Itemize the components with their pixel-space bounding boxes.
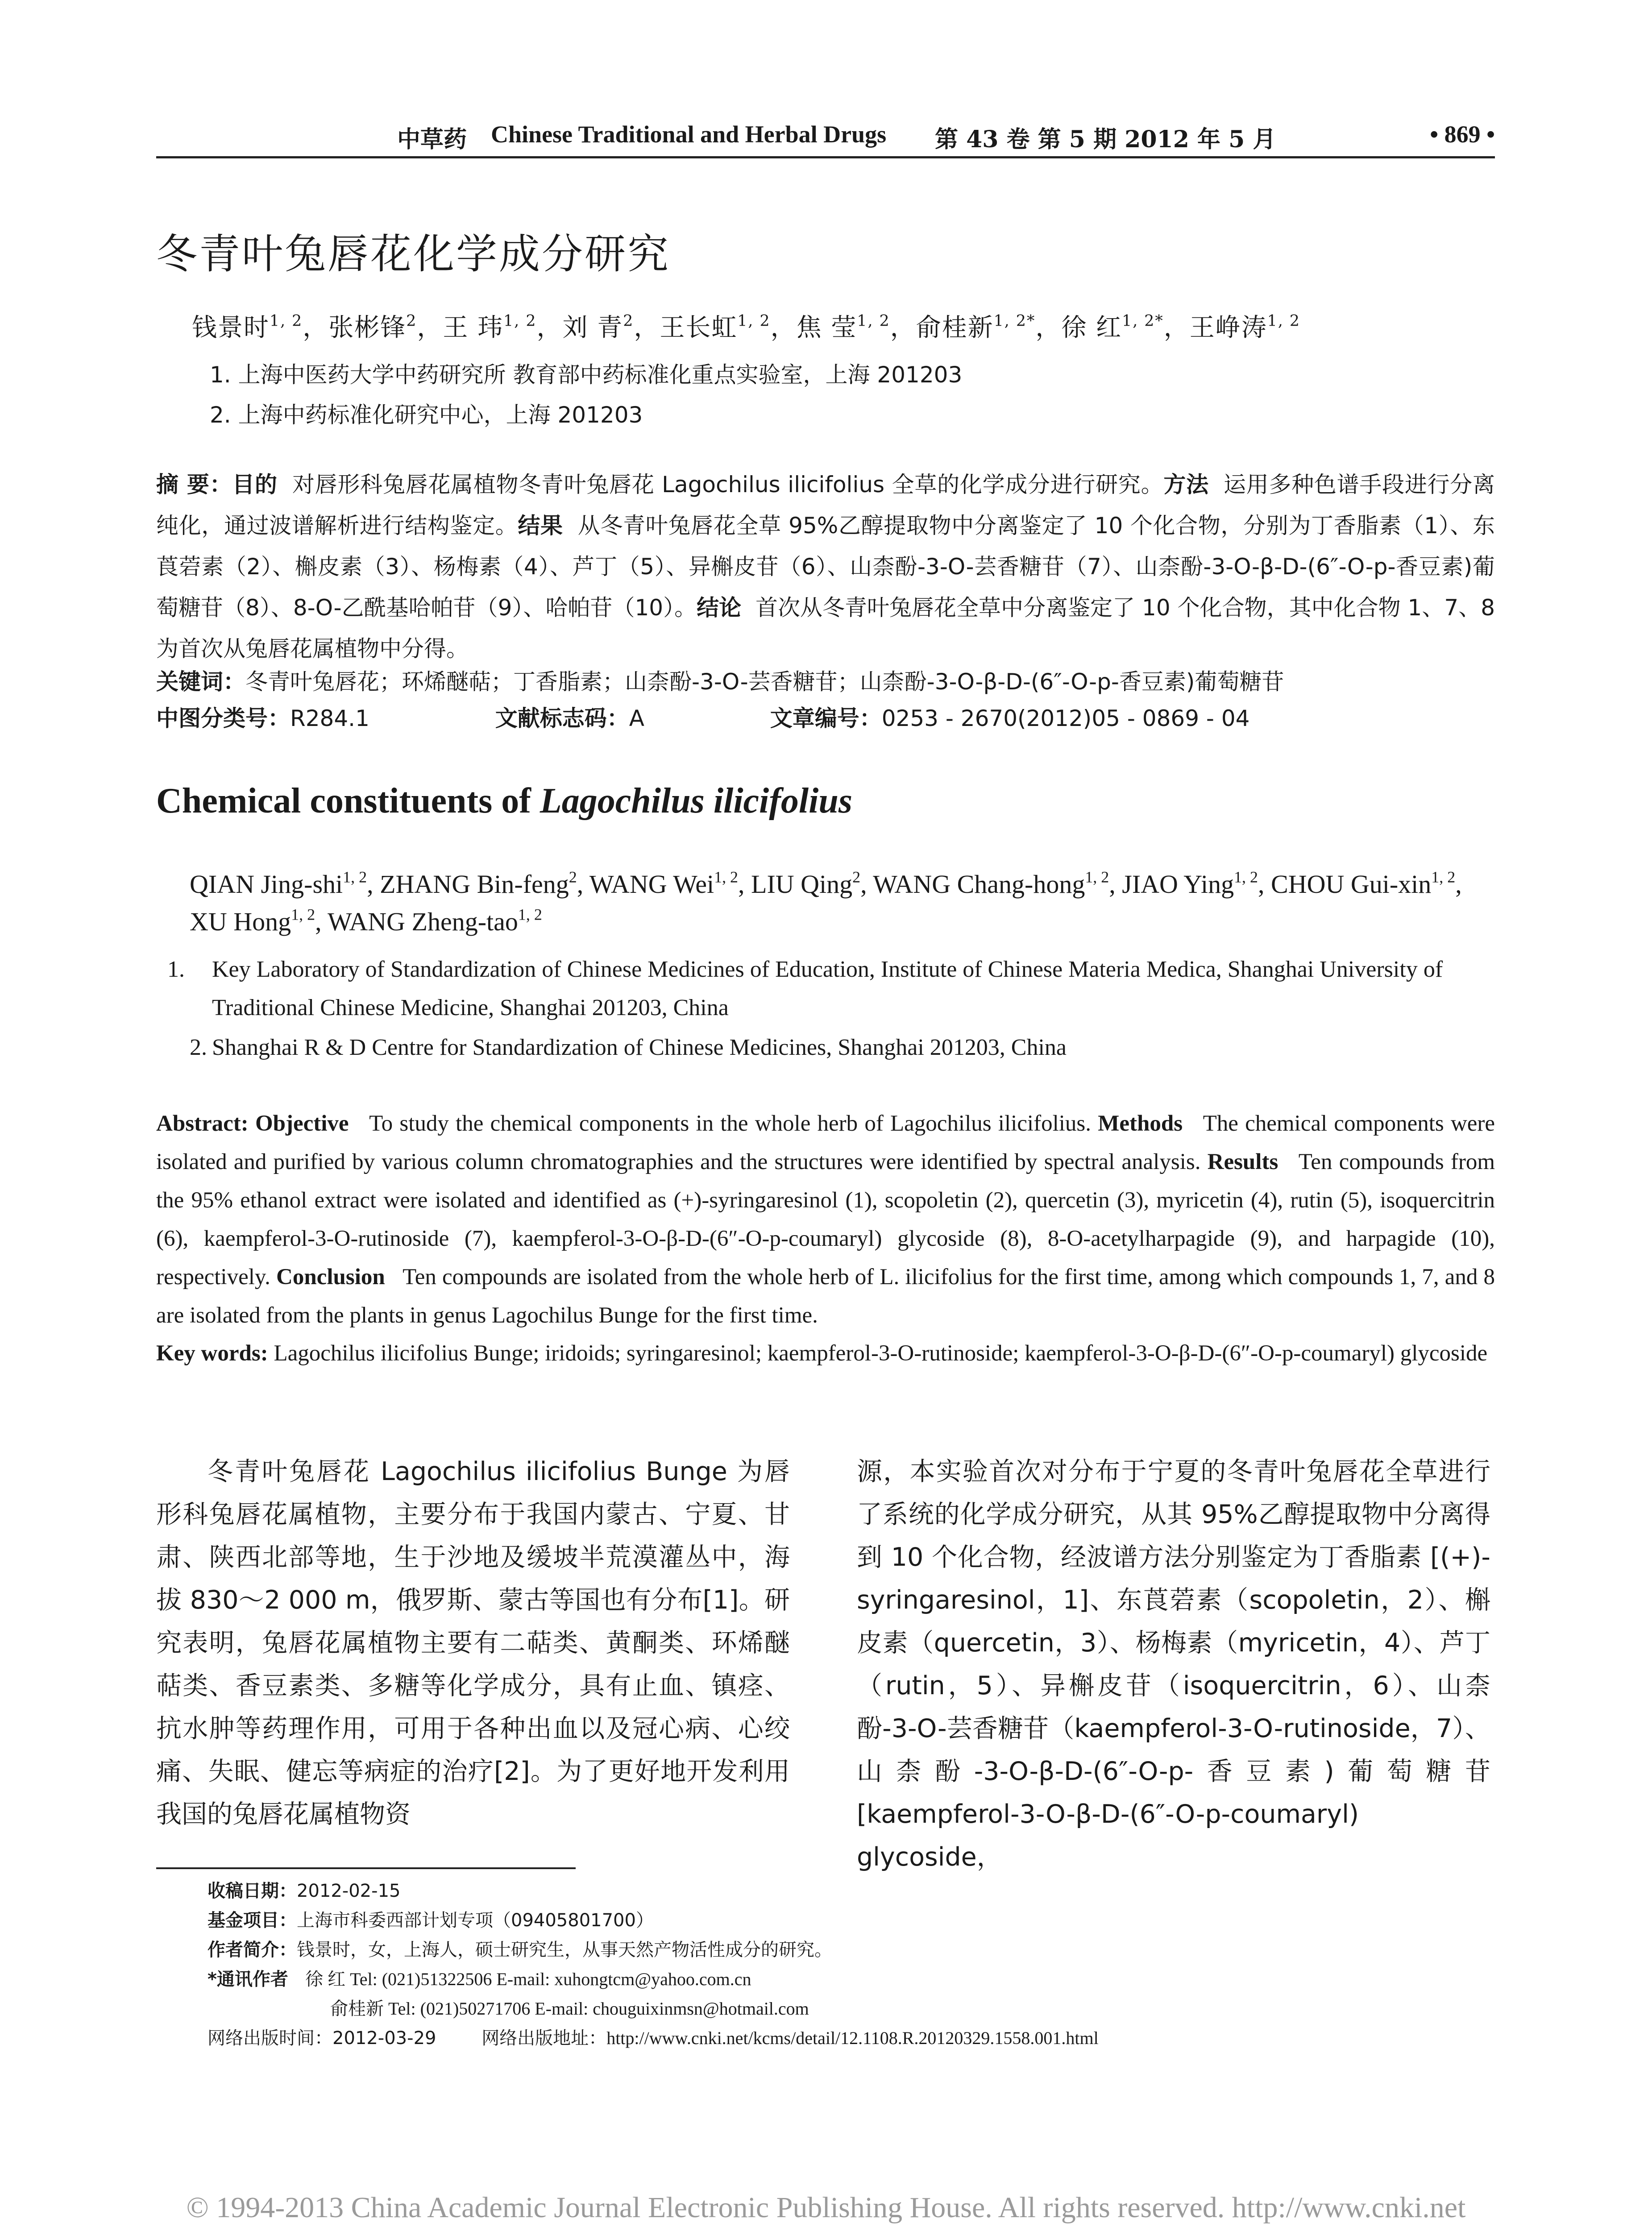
publish-url-link[interactable]: http://www.cnki.net/kcms/detail/12.1108.R.20120329.1558.001.html [606,2028,1099,2048]
title-cn: 冬青叶兔唇花化学成分研究 [156,230,671,278]
affiliation-cn-1: 1. 上海中医药大学中药研究所 教育部中药标准化重点实验室，上海 201203 [210,362,963,388]
conclusion-en-label: Conclusion [276,1265,385,1290]
page-number: • 869 • [1430,121,1495,148]
methods-cn-label: 方法 [1163,472,1209,498]
results-en-label: Results [1207,1149,1278,1174]
clc-value: R284.1 [290,705,369,731]
footnote-bio: 作者简介：钱景时，女，上海人，硕士研究生，从事天然产物活性成分的研究。 [208,1940,832,1960]
journal-name-cn: 中草药 [397,126,467,153]
author-en-first: QIAN Jing-shi [190,870,343,899]
running-header [156,117,1495,153]
results-cn-text: 从冬青叶兔唇花全草 95%乙醇提取物中分离鉴定了 10 个化合物，分别为丁香脂素（1）、东莨菪素（2）、槲皮素（3）、杨梅素（4）、芦丁（5）、异槲皮苷（6）、山柰酚-3-O-芸香糖苷（7）、山柰酚-3-O-β-D-(6″-O-p-香豆素)葡萄糖苷（8）、8-O-乙酰基哈帕苷（9）、哈帕苷（10）。 [156,513,1495,621]
results-cn-label: 结果 [518,513,563,539]
keywords-en-text: Lagochilus ilicifolius Bunge; iridoids; syringaresinol; kaempferol-3-O-rutinoside; kaempferol-3-O-β-D-(6″-O-p-coumaryl) glycoside [274,1341,1488,1366]
article-no-value: 0253 - 2670(2012)05 - 0869 - 04 [881,705,1250,731]
doc-code-label: 文献标志码： [495,705,629,731]
footnote-received: 收稿日期：2012-02-15 [208,1881,401,1901]
keywords-cn [156,664,1495,700]
results-en-text: Ten compounds from the 95% ethanol extract were isolated and identified as (+)-syringaresinol (1), scopoletin (2), quercetin (3), myricetin (4), rutin (5), isoquercitrin (6), kaempferol-3-O-rutinoside (7), kaempferol-3-O-β-D-(6″-O-p-coumaryl) glycoside (8), 8-O-acetylharpagide (9), and harpagide (10), respectively. [156,1149,1495,1290]
abstract-en [156,1104,1495,1335]
objective-en-label: Objective [255,1111,349,1136]
journal-name-en: Chinese Traditional and Herbal Drugs [491,121,887,148]
methods-en-label: Methods [1098,1111,1183,1136]
objective-en-text: To study the chemical components in the whole herb of Lagochilus ilicifolius. [369,1111,1092,1136]
copyright-footer: © 1994-2013 China Academic Journal Electronic Publishing House. All rights reserved. http://www.cnki.net [186,2191,1466,2224]
footnote-fund: 基金项目：上海市科委西部计划专项（09405801700） [208,1910,654,1931]
author-cn-first: 钱景时 [192,313,270,342]
authors-cn: 钱景时$^{1, 2}$，张彬锋$^2$，王 玮$^{1, 2}$，刘 青$^2$，王长虹$^{1, 2}$，焦 莹$^{1, 2}$，俞桂新$^{1, 2*}$，徐 红$^{1, 2*}$，王峥涛$^{1, 2}$ [192,312,1301,342]
body-column-right: 源，本实验首次对分布于宁夏的冬青叶兔唇花全草进行了系统的化学成分研究，从其 95%乙醇提取物中分离得到 10 个化合物，经波谱方法分别鉴定为丁香脂素 [(+)-syringaresinol，1]、东莨菪素（scopoletin，2）、槲皮素（quercetin，3）、杨梅素（myricetin，4）、芦丁（rutin，5）、异槲皮苷（isoquercitrin，6）、山柰酚-3-O-芸香糖苷（kaempferol-3-O-rutinoside，7）、山柰酚-3-O-β-D-(6″-O-p-香豆素)葡萄糖苷 [kaempferol-3-O-β-D-(6″-O-p-coumaryl) glycoside， [857,1457,1490,1872]
article-no-label: 文章编号： [770,705,882,731]
objective-cn-label: 目的 [232,472,278,498]
title-en-prefix: Chemical constituents of [156,781,540,821]
abstract-cn [156,464,1495,669]
methods-en-text: The chemical components were isolated and purified by various column chromatographies and the structures were identified by spectral analysis. [156,1111,1495,1174]
abstract-en-label: Abstract: [156,1111,249,1136]
clc-label: 中图分类号： [156,705,290,731]
affiliation-cn-2: 2. 上海中药标准化研究中心，上海 201203 [210,402,643,428]
footnote-corresponding-2: 俞桂新 Tel: (021)50271706 E-mail: chouguixinmsn@hotmail.com [330,1999,809,2019]
doc-code-value: A [629,705,644,731]
title-en [156,781,852,821]
title-en-species: Lagochilus ilicifolius [540,781,852,821]
keywords-cn-text: 冬青叶兔唇花；环烯醚萜；丁香脂素；山柰酚-3-O-芸香糖苷；山柰酚-3-O-β-D-(6″-O-p-香豆素)葡萄糖苷 [245,669,1284,695]
footnote-publish: 网络出版时间：2012-03-29 网络出版地址：http://www.cnki.net/kcms/detail/12.1108.R.20120329.1558.001.html [208,2028,1099,2049]
methods-cn-text: 运用多种色谱手段进行分离纯化，通过波谱解析进行结构鉴定。 [156,472,1495,539]
abstract-cn-label: 摘 要： [156,472,232,498]
affiliation-en-1: 1. Key Laboratory of Standardization of Chinese Medicines of Education, Institute of Chinese Materia Medica, Shanghai University of Traditional Chinese Medicine, Shanghai 201203, China [167,957,1443,1020]
keywords-en-label: Key words: [156,1341,268,1366]
conclusion-en-text: Ten compounds are isolated from the whole herb of L. ilicifolius for the first time, among which compounds 1, 7, and 8 are isolated from the plants in genus Lagochilus Bunge for the first time. [156,1265,1495,1328]
conclusion-cn-label: 结论 [697,595,742,621]
conclusion-cn-text: 首次从冬青叶兔唇花全草中分离鉴定了 10 个化合物，其中化合物 1、7、8 为首次从兔唇花属植物中分得。 [156,595,1495,662]
keywords-cn-label: 关键词： [156,669,245,695]
header-rule [156,156,1495,158]
classification-line [156,701,1495,736]
volume-issue: 第 43 卷 第 5 期 2012 年 5 月 [935,126,1276,153]
body-column-left: 冬青叶兔唇花 Lagochilus ilicifolius Bunge 为唇形科兔唇花属植物，主要分布于我国内蒙古、宁夏、甘肃、陕西北部等地，生于沙地及缓坡半荒漠灌丛中，海拔 830～2 000 m，俄罗斯、蒙古等国也有分布[1]。研究表明，兔唇花属植物主要有二萜类、黄酮类、环烯醚萜类、香豆素类、多糖等化学成分，具有止血、镇痉、抗水肿等药理作用，可用于各种出血以及冠心病、心绞痛、失眠、健忘等病症的治疗[2]。为了更好地开发利用我国的兔唇花属植物资 [156,1457,790,1829]
footnote-corresponding-1: *通讯作者 徐 红 Tel: (021)51322506 E-mail: xuhongtcm@yahoo.com.cn [208,1969,751,1990]
footnote-rule [156,1867,576,1869]
keywords-en [156,1334,1495,1373]
objective-cn-text: 对唇形科兔唇花属植物冬青叶兔唇花 Lagochilus ilicifolius 全草的化学成分进行研究。 [292,472,1164,498]
authors-en: QIAN Jing-shi$^{1, 2}$, ZHANG Bin-feng$^2$, WANG Wei$^{1, 2}$, LIU Qing$^2$, WANG Chang-hong$^{1, 2}$, JIAO Ying$^{1, 2}$, CHOU Gui-xin$^{1, 2}$, XU Hong$^{1, 2}$, WANG Zheng-tao$^{1, 2}$ [190,868,1462,936]
affiliation-en-2: 2. Shanghai R & D Centre for Standardization of Chinese Medicines, Shanghai 201203, China [190,1035,1067,1060]
